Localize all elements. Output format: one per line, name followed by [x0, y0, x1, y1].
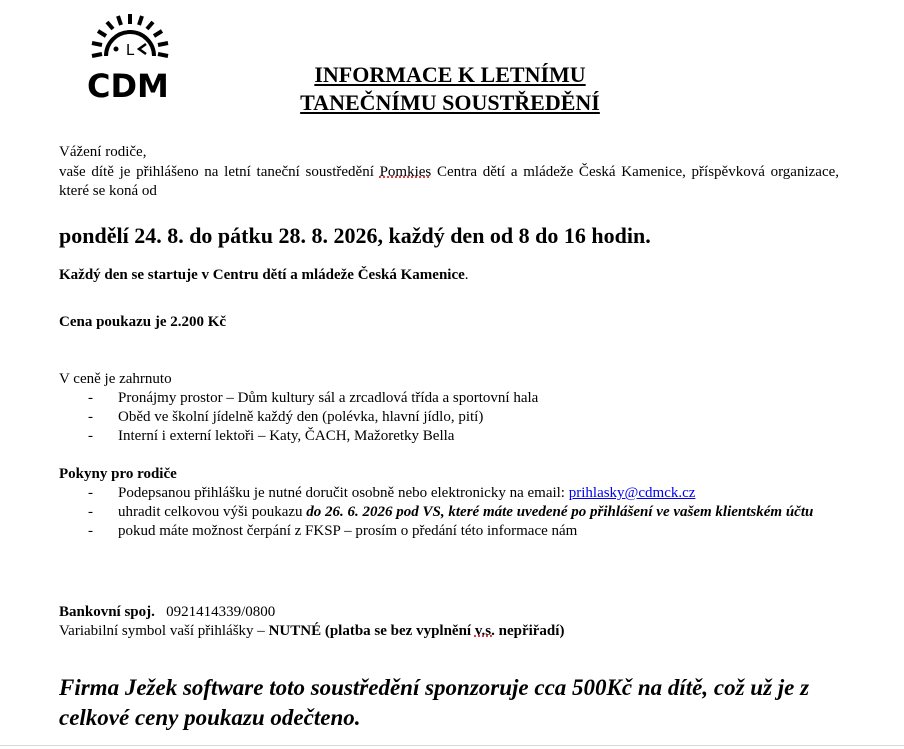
bank-account: 0921414339/0800: [166, 604, 276, 620]
dash-bullet: -: [88, 428, 93, 444]
list-item: [59, 484, 839, 503]
list-item-text: Interní i externí lektoři – Katy, ČACH, Mažoretky Bella: [118, 428, 455, 444]
sun-face-logo-icon: [86, 12, 176, 72]
bank-label: Bankovní spoj.: [59, 604, 155, 620]
dash-bullet: -: [88, 390, 93, 406]
page-title: [240, 61, 660, 117]
included-list: [59, 389, 839, 446]
email-link[interactable]: prihlasky@cdmck.cz: [568, 485, 696, 501]
variable-symbol: [59, 622, 839, 641]
instructions-heading: Pokyny pro rodiče: [59, 466, 177, 482]
list-item: [59, 389, 839, 408]
dash-bullet: -: [88, 504, 93, 520]
intro-text-after: Centra dětí a mládeže Česká Kamenice, příspěvková organizace, které se koná od: [59, 164, 840, 199]
list-item: [59, 503, 839, 522]
intro-paragraph: [59, 163, 839, 201]
included-heading: V ceně je zahrnuto: [59, 371, 172, 387]
vs-abbrev: v.s.: [474, 623, 495, 639]
instruction-2-emphasis: do 26. 6. 2026 pod VS, které máte uvedené po přihlášení ve vašem klientském účtu: [306, 504, 814, 520]
intro-text-before: vaše dítě je přihlášeno na letní taneční soustředění: [59, 164, 374, 180]
price: Cena poukazu je 2.200 Kč: [59, 314, 227, 330]
vs-required-end: nepřiřadí): [498, 623, 565, 639]
list-item-text: Oběd ve školní jídelně každý den (polévka, hlavní jídlo, pití): [118, 409, 484, 425]
list-item-text: Pronájmy prostor – Dům kultury sál a zrcadlová třída a sportovní hala: [118, 390, 539, 406]
event-dates: pondělí 24. 8. do pátku 28. 8. 2026, každý den od 8 do 16 hodin.: [59, 223, 651, 248]
bank-details: [59, 603, 839, 622]
title-line-2: TANEČNÍMU SOUSTŘEDĚNÍ: [300, 90, 600, 115]
sponsor-note: Firma Ježek software toto soustředění sponzoruje cca 500Kč na dítě, což už je z celkové ceny poukazu odečteno.: [59, 675, 810, 730]
start-location-tail: .: [464, 267, 469, 283]
intro-highlight: Pomkies: [379, 164, 432, 180]
list-item: [59, 522, 839, 541]
dash-bullet: -: [88, 409, 93, 425]
list-item: [59, 408, 839, 427]
start-location: [59, 266, 839, 285]
list-item: [59, 427, 839, 446]
instructions-list: [59, 484, 839, 541]
title-line-1: INFORMACE K LETNÍMU: [314, 62, 586, 87]
instruction-1-text: Podepsanou přihlášku je nutné doručit osobně nebo elektronicky na email:: [118, 485, 565, 501]
vs-required: NUTNÉ (platba se bez vyplnění: [268, 623, 472, 639]
instruction-2-text: uhradit celkovou výši poukazu: [118, 504, 303, 520]
greeting: Vážení rodiče,: [59, 144, 147, 160]
dash-bullet: -: [88, 485, 93, 501]
instruction-3-text: pokud máte možnost čerpání z FKSP – prosím o předání této informace nám: [118, 523, 578, 539]
page-divider: [0, 745, 904, 746]
logo-text: CDM: [87, 67, 169, 105]
cdm-logo: [86, 12, 176, 104]
dash-bullet: -: [88, 523, 93, 539]
svg-text:L: L: [125, 41, 135, 59]
vs-text: Variabilní symbol vaší přihlášky –: [59, 623, 265, 639]
start-location-bold: Každý den se startuje v Centru dětí a mládeže Česká Kamenice: [59, 267, 465, 283]
